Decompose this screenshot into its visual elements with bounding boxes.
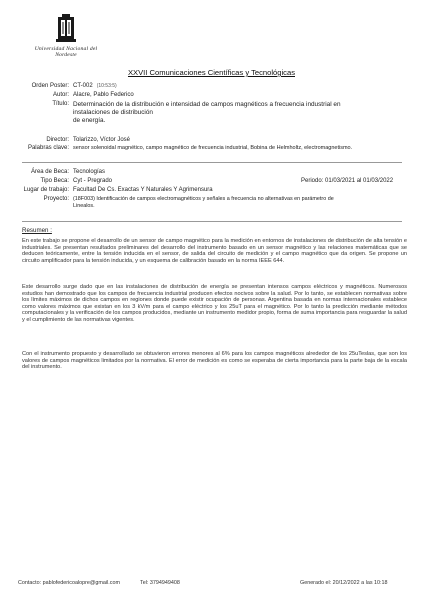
titulo-line: Determinación de la distribución e intensidad de campos magnéticos a frecuencia industrial en (73, 101, 341, 108)
value-titulo (73, 101, 413, 124)
value-area: Tecnologías (73, 169, 106, 175)
titulo-line: de energía. (73, 116, 106, 124)
value-lugar-trabajo: Facultad De Cs. Exactas Y Naturales Y Agrimensura (73, 187, 213, 193)
label-area: Área de Beca: (30, 169, 69, 175)
separator-line (22, 221, 402, 222)
label-orden-poster: Orden Poster: (31, 83, 69, 89)
label-proyecto: Proyecto: (43, 196, 69, 202)
label-titulo: Título: (52, 101, 69, 107)
label-tipo-beca: Tipo Beca: (40, 178, 69, 184)
proyecto-line: (18F003) Identificación de campos electromagnéticos y señales a frecuencia no alternativas en parámetro de (73, 196, 334, 202)
university-name: Universidad Nacional del Nordeste (34, 46, 98, 58)
resumen-paragraph: En este trabajo se propone el desarrollo de un sensor de campo magnético para la medición en entornos de instalaciones de distribución de alta tensión e industriales. Se presentan resultados preliminares del desarrollo del instrumento basado en un sensor magnético y las relaciones matemáticas que se deducen teóricamente, entre la tensión inducida en el sensor, de salida del circuito de medición y el campo magnético que da origen. Se propone un circuito amplificador para la tensión inducida, y un esquema de calibración basado en la norma IEEE 644. (22, 238, 407, 264)
resumen-paragraph: Con el instrumento propuesto y desarrollado se obtuvieron errores menores al 6% para los campos magnéticos alrededor de los 25uTeslas, que son los valores de campos magnéticos limitados por la normativa. El error de medición es como se esperaba de cierta importancia para la parte baja de la escala del instrumento. (22, 351, 407, 371)
footer-telefono: Tel: 3794949408 (140, 580, 180, 586)
resumen-paragraph: Este desarrollo surge dado que en las instalaciones de distribución de energía se presentan intensos campos eléctricos y magnéticos. Numerosos estudios han demostrado que los campos de frecuencia industrial producen efectos nocivos sobre la salud. Por lo tanto, se establecen normativas sobre los límites máximos de dichos campos en regiones donde puede existir ocupación de personas. Argentina basada en normas internacionales establece como valores máximos que existan en los 3 kV/m para el campo eléctrico y los 25uT para el magnético. Por lo tanto la predicción mediante métodos computacionales y la verificación de los campos producidos, mediante un instrumento medidor propio, forma de suma importancia para resguardar la salud y el cumplimiento de las normativas vigentes. (22, 284, 407, 323)
titulo-line: instalaciones de distribución (73, 108, 153, 116)
university-crest-icon (53, 14, 79, 44)
separator-line (22, 162, 402, 163)
label-autor: Autor: (52, 92, 69, 98)
value-orden-poster: CT-002 (73, 83, 93, 89)
footer-generado: Generado el: 20/12/2022 a las 10:18 (300, 580, 388, 586)
proyecto-line: Linealos. (73, 203, 95, 209)
label-lugar-trabajo: Lugar de trabajo: (23, 187, 69, 193)
value-orden-poster-extra: (10:53:5) (96, 83, 117, 89)
footer-contacto: Contacto: pablofedericoalopre@gmail.com (18, 580, 120, 586)
conference-title: XXVII Comunicaciones Científicas y Tecnológicas (127, 68, 295, 77)
resumen-heading: Resumen : (22, 227, 52, 234)
value-periodo: Periodo: 01/03/2021 al 01/03/2022 (301, 178, 394, 184)
value-tipo-beca: Cyt - Pregrado (73, 178, 113, 184)
label-director: Director: (46, 137, 69, 143)
value-proyecto (73, 196, 418, 210)
value-director: Tolarizzo, Víctor José (73, 137, 131, 143)
value-autor: Alacre, Pablo Federico (73, 92, 134, 98)
value-palabras-clave: sensor solenoidal magnético, campo magnético de frecuencia industrial, Bobina de Helmholtz, electromagnetismo. (73, 145, 353, 151)
label-palabras-clave: Palabras clave: (27, 145, 69, 151)
university-logo (30, 14, 102, 58)
value-orden-poster-wrap (73, 83, 413, 90)
